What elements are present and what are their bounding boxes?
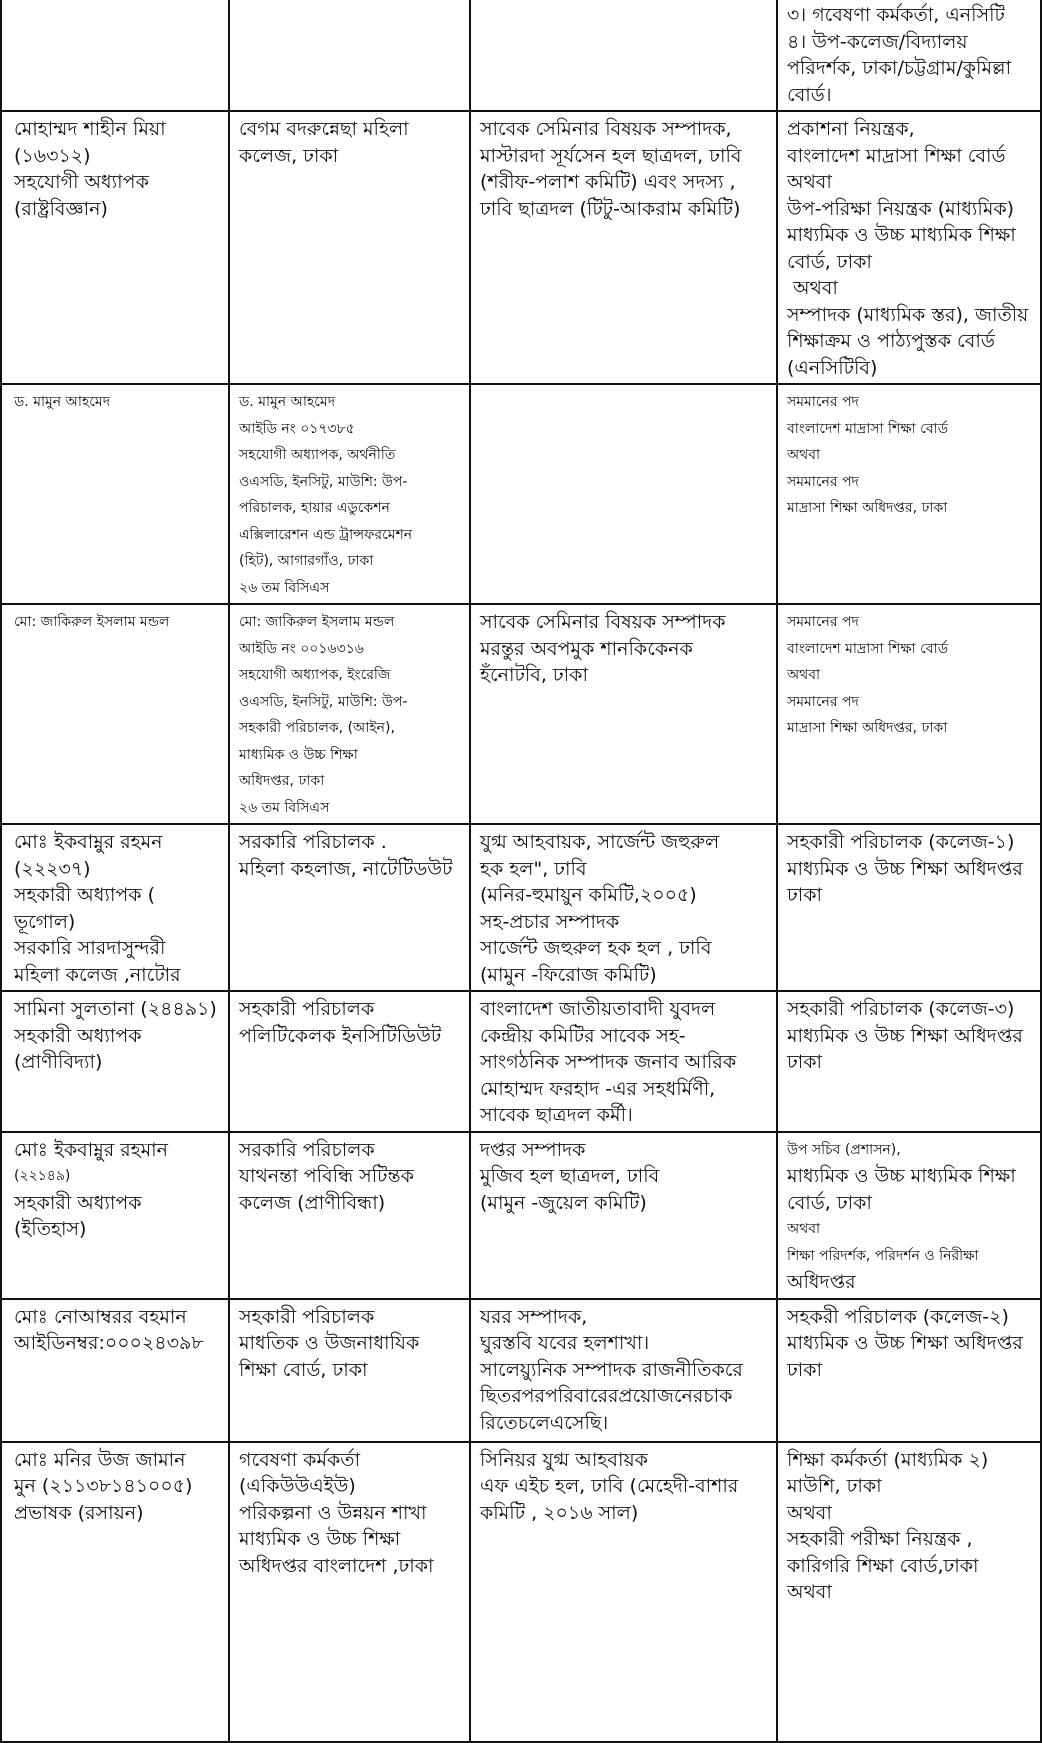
cell-text-line: মাধ্যমিক ও উচ্চ শিক্ষা অধিদপ্তর xyxy=(787,1024,1023,1047)
cell-text-line: ছিতরপরপরিবারেরপ্রয়োজনেরচাক xyxy=(480,1385,733,1407)
cell-text-line: ৩। গবেষণা কর্মকর্তা, এনসিটি xyxy=(787,4,1005,26)
cell-text-line: মাস্টারদা সূর্যসেন হল ছাত্রদল, ঢাবি xyxy=(480,144,742,167)
proposed-post-cell xyxy=(777,991,1041,1132)
proposed-post-cell xyxy=(777,1442,1041,1742)
cell-text-line: (শরীফ-পলাশ কমিটি) এবং সদস্য , xyxy=(480,171,736,193)
cell-text-line: সম্পাদক (মাধ্যমিক স্তর), জাতীয় xyxy=(787,303,1029,326)
officer-name-cell xyxy=(1,991,229,1132)
cell-text-line: সহকারী পরিচালক xyxy=(239,998,375,1020)
cell-text-line: (হিট), আগারগাঁও, ঢাকা xyxy=(239,553,374,569)
cell-text-line: বাংলাদেশ মাদ্রাসা শিক্ষা বোর্ড xyxy=(787,640,949,657)
cell-text-line: সরকারি সারদাসুন্দরী xyxy=(14,937,166,959)
cell-text-line: মোহাম্মদ ফরহাদ -এর সহধর্মিণী, xyxy=(480,1077,716,1100)
cell-text-line: ২৬ তম বিসিএস xyxy=(239,579,330,596)
officer-name-cell xyxy=(1,824,229,991)
cell-text-line: সরকারি পরিচালক xyxy=(239,1138,375,1161)
cell-text-line: ড. মামুন আহমেদ xyxy=(239,394,336,410)
cell-text-line: মোঃ ইকবাম্নুর রহমন xyxy=(14,831,163,853)
cell-text-line: হক হল", ঢাবি xyxy=(480,857,587,880)
cell-text-line: সহকারী পরিচালক, (আইন), xyxy=(239,720,395,736)
cell-text-line: অথবা xyxy=(787,1221,821,1237)
cell-text-line: মাধ্যমিক ও উচ্চ শিক্ষা xyxy=(239,746,358,763)
cell-text-line: রিতেচলেএসেছি। xyxy=(480,1411,609,1434)
cell-text-line: সহযোগী অধ্যাপক, অর্থনীতি xyxy=(239,447,396,463)
table-row xyxy=(1,1299,1041,1442)
political-affiliation-cell xyxy=(470,384,777,604)
cell-text-line: বোর্ড, ঢাকা xyxy=(787,1191,872,1214)
cell-text-line: (মামুন -ফিরোজ কমিটি) xyxy=(480,963,657,986)
cell-text-line: (রাষ্ট্রবিজ্ঞান) xyxy=(14,197,108,220)
cell-text-line: আইডি নং ০১৭৩৮৫ xyxy=(239,420,355,437)
current-post-cell xyxy=(229,991,470,1132)
current-post-cell xyxy=(229,384,470,604)
cell-text-line: সহকারী অধ্যাপক ( xyxy=(14,884,156,906)
cell-text-line: (১৬৩১২) xyxy=(14,144,91,167)
proposed-post-cell xyxy=(777,1299,1041,1442)
cell-text-line: সমমানের পদ xyxy=(787,614,859,630)
cell-text-line: শিক্ষা বোর্ড, ঢাকা xyxy=(239,1358,368,1381)
cell-text-line: মাদ্রাসা শিক্ষা অধিদপ্তর, ঢাকা xyxy=(787,500,948,516)
current-post-cell xyxy=(229,1299,470,1442)
cell-text-line: মুন (২১১৩৮১৪১০০৫) xyxy=(14,1475,193,1497)
cell-text-line: বাংলাদেশ জাতীয়তাবাদী যুবদল xyxy=(480,998,716,1020)
cell-text-line: হঁনোটবি, ঢাকা xyxy=(480,664,588,686)
table-row xyxy=(1,1442,1041,1742)
political-affiliation-cell xyxy=(470,1442,777,1742)
cell-text-line: যরর সম্পাদক, xyxy=(480,1305,588,1328)
cell-text-line: কলেজ (প্রাণীবিন্ধা) xyxy=(239,1191,386,1214)
cell-text-line: সমমানের পদ xyxy=(787,693,859,710)
cell-text-line: দপ্তর সম্পাদক xyxy=(480,1138,586,1161)
cell-text-line: সরকারি পরিচালক . xyxy=(239,831,387,853)
cell-text-line: মহিলা কহলাজ, নাটেটিডউট xyxy=(239,857,453,880)
cell-text-line: অথবা xyxy=(787,667,821,683)
cell-text-line: সাবেক ছাত্রদল কর্মী। xyxy=(480,1104,633,1126)
cell-text-line: মাধ্যমিক ও উচ্চ শিক্ষা xyxy=(239,1528,401,1550)
cell-text-line: মোহাম্মদ শাহীন মিয়া xyxy=(14,118,166,140)
cell-text-line: মো: জাকিরুল ইসলাম মন্ডল xyxy=(14,614,170,630)
cell-text-line: শিক্ষাক্রম ও পাঠ্যপুস্তক বোর্ড xyxy=(787,330,995,352)
cell-text-line: সহযোগী অধ্যাপক xyxy=(14,171,149,193)
political-affiliation-cell xyxy=(470,111,777,384)
cell-text-line: (মনির-হুমায়ুন কমিটি,২০০৫) xyxy=(480,884,697,906)
cell-text-line: সহকারী পরিচালক (কলেজ-৩) xyxy=(787,998,1015,1020)
cell-text-line: ঢাকা xyxy=(787,884,823,906)
cell-text-line: অধিদপ্তর, ঢাকা xyxy=(239,773,325,789)
cell-text-line: আইডি নং ০০১৬৩১৬ xyxy=(239,640,364,657)
cell-text-line: সমমানের পদ xyxy=(787,473,859,490)
proposed-post-cell xyxy=(777,604,1041,824)
cell-text-line: ড. মামুন আহমেদ xyxy=(14,394,111,410)
table-row xyxy=(1,111,1041,384)
current-post-cell xyxy=(229,0,470,111)
cell-text-line: মাউশি, ঢাকা xyxy=(787,1475,882,1497)
cell-text-line: ঢাকা xyxy=(787,1051,823,1073)
political-affiliation-cell xyxy=(470,0,777,111)
cell-text-line: (প্রাণীবিদ্যা) xyxy=(14,1051,103,1073)
cell-text-line: বোর্ড, ঢাকা xyxy=(787,250,872,273)
proposed-post-cell xyxy=(777,824,1041,991)
current-post-cell xyxy=(229,1442,470,1742)
cell-text-line: সহকারী পরিচালক xyxy=(239,1305,375,1328)
cell-text-line: বোর্ড। xyxy=(787,83,832,106)
political-affiliation-cell xyxy=(470,604,777,824)
cell-text-line: মাধ্যমিক ও উচ্চ মাধ্যমিক শিক্ষা xyxy=(787,224,1016,246)
cell-text-line: মোঃ নোআম্বরর বহমান xyxy=(14,1305,187,1328)
table-row xyxy=(1,604,1041,824)
cell-text-line: ঘুরস্তবি যবের হলশাখা। xyxy=(480,1332,650,1354)
cell-text-line: কলেজ, ঢাকা xyxy=(239,144,339,167)
cell-text-line: মহিলা কলেজ ,নাটোর xyxy=(14,963,181,986)
political-affiliation-cell xyxy=(470,824,777,991)
cell-text-line: সমমানের পদ xyxy=(787,394,859,410)
current-post-cell xyxy=(229,111,470,384)
cell-text-line: মাধ্যমিক ও উচ্চ শিক্ষা অধিদপ্তর xyxy=(787,857,1023,880)
cell-text-line: শিক্ষা কর্মকর্তা (মাধ্যমিক ২) xyxy=(787,1448,989,1471)
officer-name-cell xyxy=(1,1132,229,1299)
cell-text-line: মোঃ মনির উজ জামান xyxy=(14,1448,186,1471)
table-row xyxy=(1,0,1041,111)
cell-text-line: সাংগঠনিক সম্পাদক জনাব আরিক xyxy=(480,1051,737,1073)
current-post-cell xyxy=(229,824,470,991)
cell-text-line: বাংলাদেশ মাদ্রাসা শিক্ষা বোর্ড xyxy=(787,420,949,437)
cell-text-line: সহকরী পরিচালক (কলেজ-২) xyxy=(787,1305,1009,1328)
cell-text-line: ঢাকা xyxy=(787,1358,823,1381)
cell-text-line: (মামুন -জুয়েল কমিটি) xyxy=(480,1191,647,1214)
officer-name-cell xyxy=(1,1442,229,1742)
cell-text-line: ওএসডি, ইনসিটু, মাউশি: উপ- xyxy=(239,693,408,710)
cell-text-line: (২২২৩৭) xyxy=(14,857,91,880)
cell-text-line: সালেয়্যুনিক সম্পাদক রাজনীতিকরে xyxy=(480,1358,743,1381)
officer-name-cell xyxy=(1,111,229,384)
political-affiliation-cell xyxy=(470,1299,777,1442)
cell-text-line: (এনসিটিবি) xyxy=(787,356,878,379)
cell-text-line: মাদ্রাসা শিক্ষা অধিদপ্তর, ঢাকা xyxy=(787,720,948,736)
cell-text-line: আইডিনম্বর:০০০২৪৩৯৮ xyxy=(14,1332,204,1354)
cell-text-line: প্রভাষক (রসায়ন) xyxy=(14,1501,144,1524)
cell-text-line: কারিগরি শিক্ষা বোর্ড,ঢাকা xyxy=(787,1554,979,1577)
cell-text-line: অধিদপ্তর xyxy=(787,1271,856,1293)
cell-text-line: অথবা xyxy=(787,1501,832,1524)
cell-text-line: যাথনন্তা পবিন্ধি সটিন্তক xyxy=(239,1165,414,1187)
cell-text-line: ৪। উপ-কলেজ/বিদ্যালয় xyxy=(787,30,968,53)
cell-text-line: মাধতিক ও উজনাধাযিক xyxy=(239,1332,420,1354)
cell-text-line: অথবা xyxy=(787,447,821,463)
cell-text-line: সিনিয়র যুগ্ম আহবায়ক xyxy=(480,1448,648,1471)
cell-text-line: ঢাবি ছাত্রদল (টিটু-আকরাম কমিটি) xyxy=(480,197,741,220)
cell-text-line: অথবা xyxy=(787,171,832,193)
cell-text-line: উপ সচিব (প্রশাসন), xyxy=(787,1141,901,1158)
table-row xyxy=(1,824,1041,991)
cell-text-line: এফ এইচ হল, ঢাবি (মেহেদী-বাশার xyxy=(480,1475,739,1497)
cell-text-line: পরিচালক, হায়ার এডুকেশন xyxy=(239,500,390,516)
cell-text-line: সহকারী পরীক্ষা নিয়ন্ত্রক , xyxy=(787,1528,973,1550)
officer-name-cell xyxy=(1,604,229,824)
cell-text-line: ২৬ তম বিসিএস xyxy=(239,799,330,816)
table-row xyxy=(1,1132,1041,1299)
cell-text-line: উপ-পরিক্ষা নিয়ন্ত্রক (মাধ্যমিক) xyxy=(787,197,1015,220)
cell-text-line: পলিটিকেলক ইনসিটিডিউট xyxy=(239,1024,442,1047)
proposed-post-cell xyxy=(777,0,1041,111)
cell-text-line: ওএসডি, ইনসিটু, মাউশি: উপ- xyxy=(239,473,408,490)
cell-text-line: কমিটি , ২০১৬ সাল) xyxy=(480,1501,639,1524)
cell-text-line: মাধ্যমিক ও উচ্চ মাধ্যমিক শিক্ষা xyxy=(787,1165,1016,1187)
proposed-post-cell xyxy=(777,384,1041,604)
cell-text-line: সহযোগী অধ্যাপক, ইংরেজি xyxy=(239,667,391,683)
cell-text-line: সার্জেন্ট জহুরুল হক হল , ঢাবি xyxy=(480,937,712,959)
cell-text-line: সাবেক সেমিনার বিষয়ক সম্পাদক xyxy=(480,611,726,633)
cell-text-line: মোঃ ইকবাম্নুর রহমান xyxy=(14,1138,169,1161)
cell-text-line: কেন্দ্রীয় কমিটির সাবেক সহ- xyxy=(480,1024,686,1047)
political-affiliation-cell xyxy=(470,991,777,1132)
proposed-post-cell xyxy=(777,1132,1041,1299)
cell-text-line: শিক্ষা পরিদর্শক, পরিদর্শন ও নিরীক্ষা xyxy=(787,1247,979,1264)
cell-text-line: যুগ্ম আহবায়ক, সার্জেন্ট জহুরুল xyxy=(480,831,720,853)
cell-text-line: সহকারী অধ্যাপক xyxy=(14,1024,142,1047)
cell-text-line: ভূগোল) xyxy=(14,910,76,933)
cell-text-line: বেগম বদরুন্নেছা মহিলা xyxy=(239,118,409,140)
cell-text-line: অথবা xyxy=(787,1581,832,1603)
cell-text-line: প্রকাশনা নিয়ন্ত্রক, xyxy=(787,118,915,140)
cell-text-line: (ইতিহাস) xyxy=(14,1218,87,1240)
cell-text-line: সাবেক সেমিনার বিষয়ক সম্পাদক, xyxy=(480,118,732,140)
proposed-post-cell xyxy=(777,111,1041,384)
cell-text-line: সহকারী অধ্যাপক xyxy=(14,1191,142,1214)
cell-text-line: অথবা xyxy=(793,277,838,299)
cell-text-line: মাধ্যমিক ও উচ্চ শিক্ষা অধিদপ্তর xyxy=(787,1332,1023,1354)
cell-text-line: সহ-প্রচার সম্পাদক xyxy=(480,910,620,933)
political-affiliation-cell xyxy=(470,1132,777,1299)
cell-text-line: গবেষণা কর্মকর্তা xyxy=(239,1448,361,1471)
table-row xyxy=(1,384,1041,604)
cell-text-line: সহকারী পরিচালক (কলেজ-১) xyxy=(787,831,1015,853)
cell-text-line: সামিনা সুলতানা (২৪৪৯১) xyxy=(14,998,217,1020)
table-row xyxy=(1,991,1041,1132)
current-post-cell xyxy=(229,1132,470,1299)
officer-name-cell xyxy=(1,1299,229,1442)
current-post-cell xyxy=(229,604,470,824)
cell-text-line: বাংলাদেশ মাদ্রাসা শিক্ষা বোর্ড xyxy=(787,144,1006,167)
cell-text-line: এক্সিলারেশন এন্ড ট্রান্সফরমেশন xyxy=(239,526,413,543)
table-body xyxy=(1,0,1041,1742)
cell-text-line: (একিউউএইউ) xyxy=(239,1475,356,1497)
cell-text-line: মরন্তুর অবপমুক শানকিকেনক xyxy=(480,637,693,660)
cell-text-line: পরিকল্পনা ও উন্নয়ন শাখা xyxy=(239,1501,427,1524)
cell-text-line: (২২১৪৯) xyxy=(14,1168,71,1184)
officer-name-cell xyxy=(1,384,229,604)
cell-text-line: মো: জাকিরুল ইসলাম মন্ডল xyxy=(239,614,395,630)
cell-text-line: অধিদপ্তর বাংলাদেশ ,ঢাকা xyxy=(239,1554,434,1577)
cell-text-line: মুজিব হল ছাত্রদল, ঢাবি xyxy=(480,1165,660,1187)
cell-text-line: পরিদর্শক, ঢাকা/চট্টগ্রাম/কুমিল্লা xyxy=(787,57,1012,79)
officer-name-cell xyxy=(1,0,229,111)
